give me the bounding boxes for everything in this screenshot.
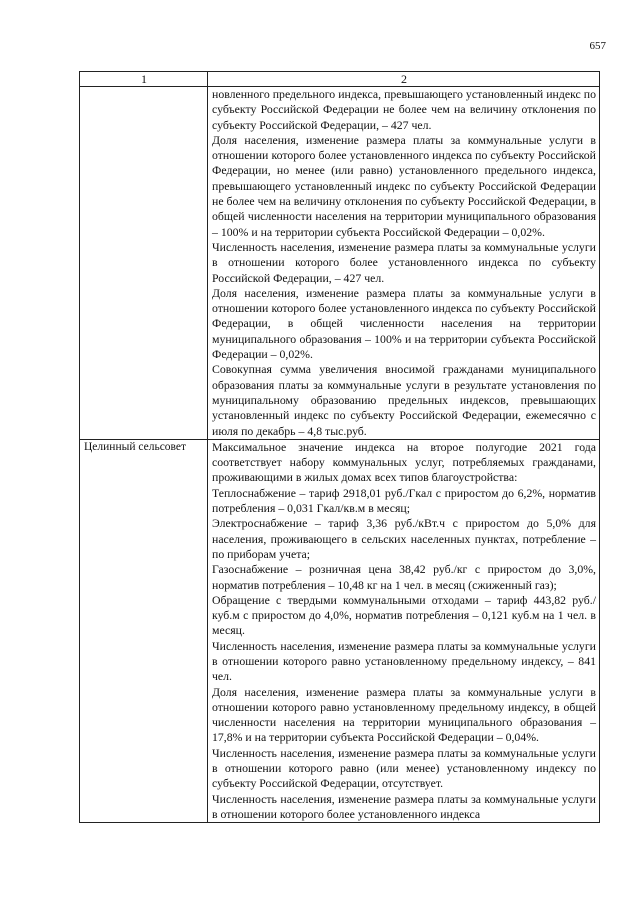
paragraph: Численность населения, изменение размера платы за коммунальные услуги в отношении которого более установленного индекса по субъекту Российской Федерации, – 427 чел. xyxy=(212,239,596,285)
column-header-1: 1 xyxy=(80,72,208,87)
paragraph: Совокупная сумма увеличения вносимой гражданами муниципального образования платы за коммунальные услуги в результате установления по муниципальному образованию предельных индексов, превышающих установленный индекс по субъекту Российской Федерации, ежемесячно с июля по декабрь – 4,8 тыс.руб. xyxy=(212,362,596,438)
paragraph: Максимальное значение индекса на второе полугодие 2021 года соответствует набору коммунальных услуг, потребляемых гражданами, проживающими в жилых домах всех типов благоустройства: xyxy=(212,439,596,485)
paragraph: Доля населения, изменение размера платы за коммунальные услуги в отношении которого равно установленному предельному индексу, в общей численности населения на территории муниципального образования – 17,8% и на территории субъекта Российской Федерации – 0,04%. xyxy=(212,684,596,745)
paragraph: Доля населения, изменение размера платы за коммунальные услуги в отношении которого более установленного индекса по субъекту Российской Федерации, в общей численности населения на территории муниципального образования – 100% и на территории субъекта Российской Федерации – 0,02%. xyxy=(212,285,596,362)
row-label xyxy=(80,87,208,440)
paragraph: Численность населения, изменение размера платы за коммунальные услуги в отношении которого равно установленному предельному индексу, – 841 чел. xyxy=(212,638,596,684)
paragraph: Доля населения, изменение размера платы за коммунальные услуги в отношении которого более установленного индекса по субъекту Российской Федерации, но менее (или равно) установленного предельного индекса, превышающего установленный индекс по субъекту Российской Федерации не более чем на величину отклонения по субъекту Российской Федерации, в общей численности населения на территории муниципального образования – 100% и на территории субъекта Российской Федерации – 0,02%. xyxy=(212,132,596,239)
column-header-2: 2 xyxy=(208,72,600,87)
table-header-row xyxy=(80,72,600,87)
paragraph: Теплоснабжение – тариф 2918,01 руб./Гкал с приростом до 6,2%, норматив потребления – 0,031 Гкал/кв.м в месяц; xyxy=(212,485,596,516)
row-content xyxy=(208,439,600,822)
paragraph: Численность населения, изменение размера платы за коммунальные услуги в отношении которого более установленного индекса xyxy=(212,791,596,821)
paragraph: Электроснабжение – тариф 3,36 руб./кВт.ч с приростом до 5,0% для населения, проживающего в сельских населенных пунктах, потребление – по приборам учета; xyxy=(212,516,596,561)
paragraph: новленного предельного индекса, превышающего установленный индекс по субъекту Российской Федерации не более чем на величину отклонения по субъекту Российской Федерации, – 427 чел. xyxy=(212,87,596,132)
row-label: Целинный сельсовет xyxy=(80,439,208,822)
page-number: 657 xyxy=(589,40,606,52)
paragraph: Численность населения, изменение размера платы за коммунальные услуги в отношении которого равно (или менее) установленному индексу по субъекту Российской Федерации, отсутствует. xyxy=(212,745,596,791)
document-table xyxy=(79,71,600,823)
row-content xyxy=(208,87,600,440)
paragraph: Обращение с твердыми коммунальными отходами – тариф 443,82 руб./куб.м с приростом до 4,0%, норматив потребления – 0,121 куб.м на 1 чел. в месяц. xyxy=(212,592,596,638)
paragraph: Газоснабжение – розничная цена 38,42 руб./кг с приростом до 3,0%, норматив потребления – 10,48 кг на 1 чел. в месяц (сжиженный газ); xyxy=(212,562,596,592)
table-row xyxy=(80,439,600,822)
table-row xyxy=(80,87,600,440)
